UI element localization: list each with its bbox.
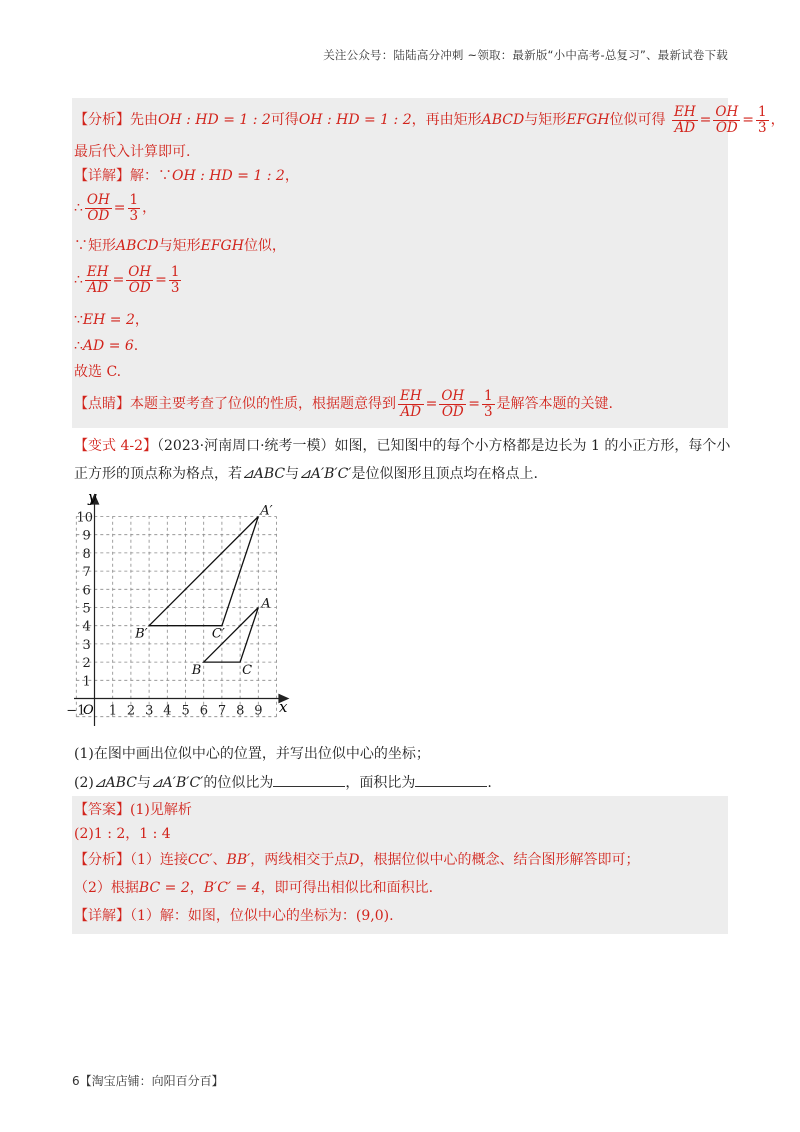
detail-line-3: ∵矩形ABCD与矩形EFGH位似， — [74, 238, 286, 254]
page-footer: 6【淘宝店铺：向阳百分百】 — [72, 1074, 224, 1088]
point-label-b2: B′ — [135, 626, 148, 642]
detail-line-4: ∴ $\frac{EH}{AD}$ = $\frac{OH}{OD}$ = $\frac{1}{3}$ — [74, 263, 180, 296]
x-tick-label: 2 — [126, 703, 136, 719]
y-tick-label: 1 — [82, 674, 91, 690]
y-axis-label: y — [88, 488, 97, 506]
area-ratio-blank[interactable] — [415, 772, 487, 787]
fraction-one-third: $\frac{1}{3}$ — [757, 103, 767, 136]
point-label-c: C — [242, 663, 253, 679]
y-tick-label: 4 — [82, 619, 91, 635]
detail-line-7: 故选 C. — [74, 364, 122, 380]
analysis-line: 【分析】先由OH : HD = 1 : 2可得OH : HD = 1 : 2，再由矩形ABCD与矩形EFGH位似可得 $\frac{EH}{AD}$ = $\frac{OH}{OD}$ = $\frac{1}{3}$ ， — [74, 103, 785, 136]
triangle-a-prime-b-prime-c-prime — [149, 517, 258, 626]
y-tick-label: 7 — [82, 565, 91, 581]
page-number: 6 — [72, 1074, 80, 1088]
coordinate-grid-figure — [66, 488, 296, 733]
subquestion-2: (2)⊿ABC与⊿A′B′C′的位似比为 ，面积比为 . — [74, 772, 492, 793]
detail-line-2: ∴ $\frac{OH}{OD}$ = $\frac{1}{3}$ ， — [74, 191, 157, 224]
y-tick-label: 10 — [76, 510, 94, 526]
point-label-a: A — [261, 596, 271, 612]
answer-line-5: 【详解】（1）解：如图，位似中心的坐标为：(9,0). — [74, 908, 394, 924]
x-tick-label: 7 — [217, 703, 227, 719]
answer-line-3: 【分析】（1）连接CC′、BB′，两线相交于点D，根据位似中心的概念、结合图形解答即可； — [74, 852, 640, 868]
point-label-a2: A′ — [260, 503, 273, 519]
fraction-oh-od: $\frac{OH}{OD}$ — [715, 103, 739, 136]
detail-line-6: ∴AD = 6. — [74, 338, 139, 354]
y-tick-label: 9 — [82, 528, 91, 544]
remark-line: 【点睛】本题主要考查了位似的性质，根据题意得到 $\frac{EH}{AD}$ = $\frac{OH}{OD}$ = $\frac{1}{3}$ 是解答本题的关键. — [74, 387, 613, 420]
question-line-1: 【变式 4-2】（2023·河南周口·统考一模）如图，已知图中的每个小方格都是边长为 1 的小正方形，每个小 — [74, 438, 731, 454]
x-tick-label: 1 — [108, 703, 117, 719]
x-tick-label: −1 — [66, 703, 86, 719]
subquestion-1: (1)在图中画出位似中心的位置，并写出位似中心的坐标； — [74, 746, 430, 762]
detail-line-1: 【详解】解：∵OH : HD = 1 : 2， — [74, 168, 299, 184]
x-tick-label: 4 — [163, 703, 172, 719]
point-label-b: B — [191, 663, 202, 679]
x-tick-label: 3 — [145, 703, 154, 719]
answer-line-2: (2)1 : 2，1 : 4 — [74, 826, 171, 842]
point-label-c2: C′ — [211, 626, 225, 642]
x-tick-label: 9 — [254, 703, 263, 719]
page-header: 关注公众号：陆陆高分冲刺 ~领取：最新版“小中高考-总复习”、最新试卷下载 — [323, 48, 728, 62]
ratio-blank[interactable] — [273, 772, 345, 787]
fraction-eh-ad: $\frac{EH}{AD}$ — [674, 103, 696, 136]
y-tick-label: 5 — [82, 601, 91, 617]
question-line-2: 正方形的顶点称为格点，若⊿ABC与⊿A′B′C′是位似图形且顶点均在格点上. — [74, 466, 538, 482]
answer-block — [72, 796, 728, 934]
detail-line-5: ∵EH = 2， — [74, 312, 149, 328]
y-tick-label: 3 — [82, 637, 91, 653]
answer-line-1: 【答案】(1)见解析 — [74, 802, 192, 818]
x-axis-label: x — [279, 698, 288, 716]
analysis-line-2: 最后代入计算即可. — [74, 144, 191, 160]
answer-line-4: （2）根据BC = 2，B′C′ = 4，即可得出相似比和面积比. — [74, 880, 434, 896]
grid-lines — [76, 517, 276, 717]
x-tick-label: 5 — [181, 703, 190, 719]
x-tick-label: 6 — [199, 703, 208, 719]
x-tick-label: 8 — [236, 703, 245, 719]
solution-block — [72, 98, 785, 428]
y-tick-label: 8 — [82, 546, 91, 562]
origin-label: O — [83, 703, 94, 718]
y-tick-label: 2 — [82, 656, 91, 672]
y-tick-label: 6 — [82, 583, 91, 599]
